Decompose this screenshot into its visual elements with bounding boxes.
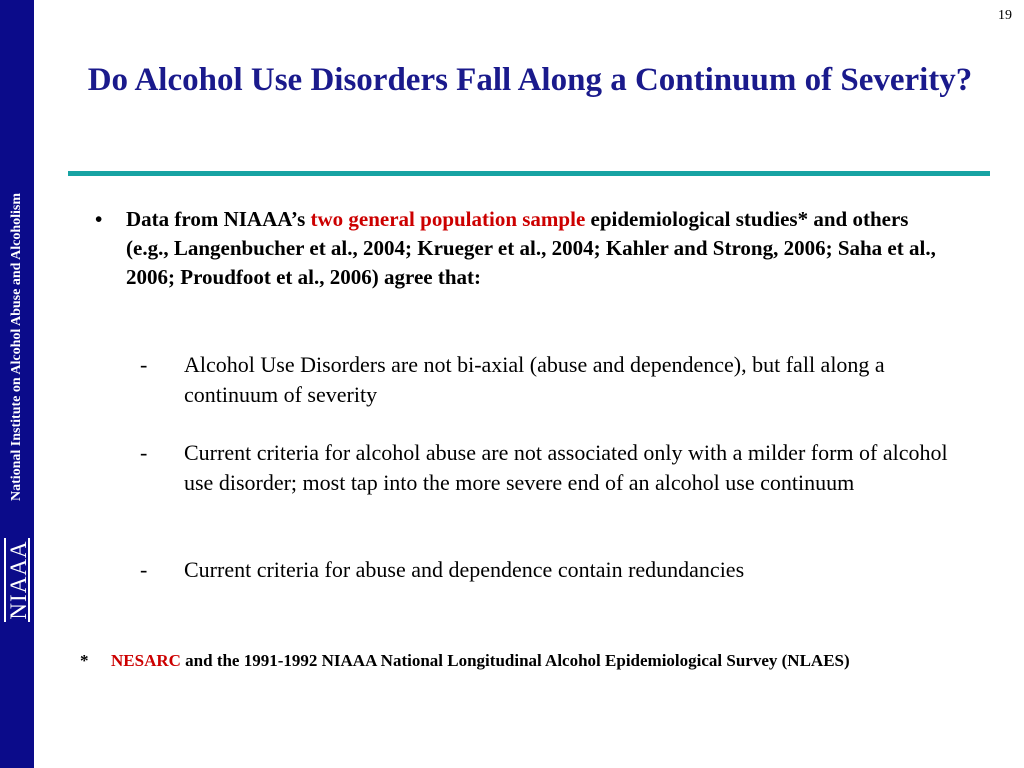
footnote-text [111,648,950,674]
bullet-highlight: two general population sample [310,207,586,231]
sub-bullet-marker: - [140,557,148,582]
bullet-text-end: epidemiological studies* and others (e.g., Langenbucher et al., 2004; Krueger et al., 2004; Kahler and Strong, 2006; Saha et al., 2006; Proudfoot et al., 2006) agree that: [126,207,936,289]
sub-bullet-2 [140,438,970,498]
footnote-highlight: NESARC [111,651,181,670]
sub-bullet-text: Current criteria for abuse and dependence contain redundancies [184,557,745,582]
bullet-text-start: Data from NIAAA’s [126,207,311,231]
sub-bullet-marker: - [140,352,148,377]
footnote-body: and the 1991-1992 NIAAA National Longitudinal Alcohol Epidemiological Survey (NLAES) [180,651,850,670]
sidebar [0,0,34,768]
title-divider [68,171,990,176]
footnote-marker: * [80,651,89,670]
niaaa-logo: NIAAA [4,538,30,622]
sub-bullet-text: Alcohol Use Disorders are not bi-axial (abuse and dependence), but fall along a continuum of severity [184,352,885,407]
sidebar-org-name: National Institute on Alcohol Abuse and Alcoholism [9,192,24,502]
bullet-marker: • [95,207,103,231]
bullet-text [126,205,955,292]
main-bullet [95,205,955,292]
footnote [80,648,950,674]
sub-bullet-3 [140,555,970,585]
page-number: 19 [998,8,1012,23]
slide-title: Do Alcohol Use Disorders Fall Along a Continuum of Severity? [87,62,973,98]
sub-bullet-marker: - [140,440,148,465]
sub-bullet-text: Current criteria for alcohol abuse are not associated only with a milder form of alcohol use disorder; most tap into the more severe end of an alcohol use continuum [184,440,948,495]
sub-bullet-1 [140,350,970,410]
